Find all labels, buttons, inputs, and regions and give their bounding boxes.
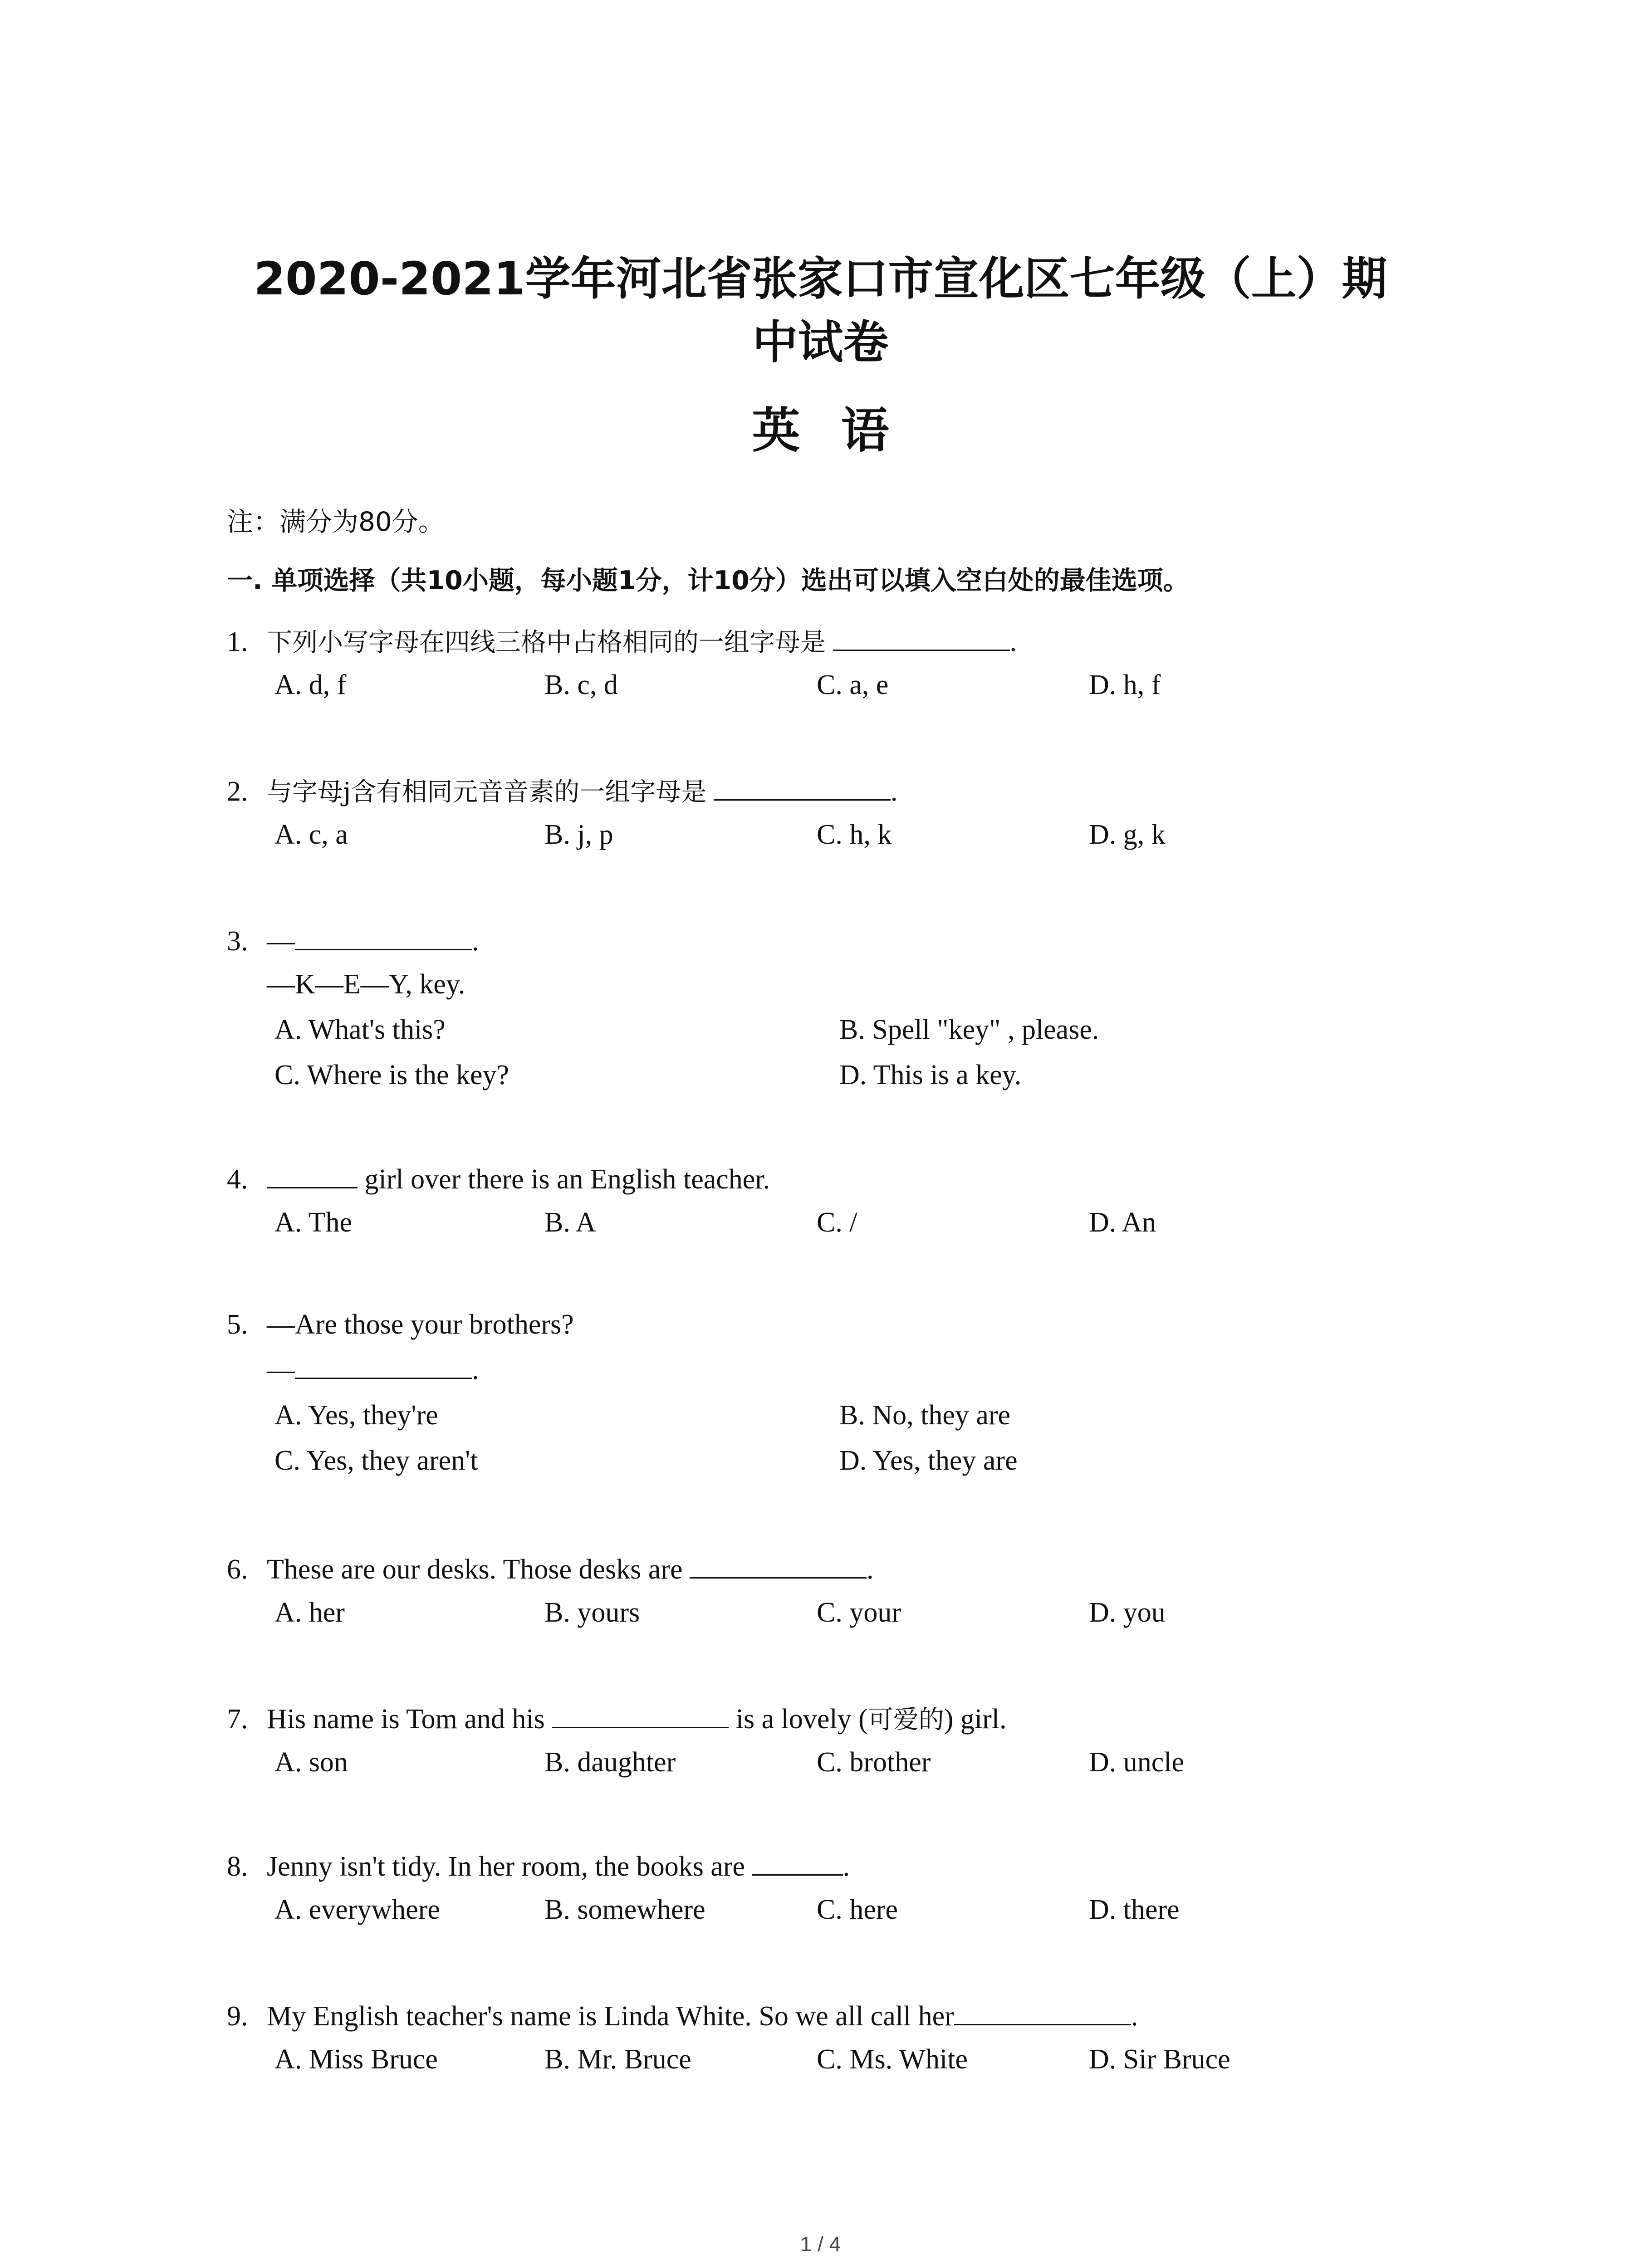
question-stem: His name is Tom and his [267, 1704, 552, 1735]
option-c: C. Where is the key? [274, 1060, 509, 1090]
answer-blank [267, 1162, 358, 1188]
document-title [136, 247, 1505, 374]
option-d: D. Sir Bruce [1089, 2044, 1230, 2075]
option-a: A. The [274, 1207, 353, 1238]
question-number: 4. [227, 1164, 248, 1195]
question-number: 2. [227, 776, 248, 807]
subject-heading: 英语 [752, 403, 930, 459]
question-6: 6. These are our desks. Those desks are . [227, 1549, 874, 1590]
question-number: 9. [227, 2001, 248, 2032]
answer-blank [295, 1352, 472, 1379]
answer-blank [752, 1849, 843, 1876]
title-line-1: 2020-2021学年河北省张家口市宣化区七年级（上）期 [254, 252, 1387, 305]
option-c: C. Ms. White [817, 2044, 968, 2075]
option-a: A. son [274, 1747, 348, 1778]
answer-blank [295, 924, 472, 950]
question-4 [227, 1159, 770, 1200]
option-d: D. there [1089, 1894, 1180, 1925]
answer-blank [954, 1999, 1131, 2025]
section-heading: 一. 单项选择（共10小题，每小题1分，计10分）选出可以填入空白处的最佳选项。 [227, 566, 1189, 596]
question-number: 1. [227, 626, 248, 657]
option-c: C. here [817, 1894, 898, 1925]
title-line-2: 中试卷 [752, 316, 889, 369]
option-d: D. uncle [1089, 1747, 1185, 1778]
option-a: A. d, f [274, 670, 347, 700]
question-stem: Jenny isn't tidy. In her room, the books are [267, 1851, 752, 1882]
option-b: B. yours [544, 1597, 640, 1628]
question-9: 9. My English teacher's name is Linda White. So we all call her . [227, 1996, 1138, 2037]
question-stem: These are our desks. Those desks are [267, 1554, 690, 1585]
question-stem: — [267, 926, 295, 957]
question-stem: 与字母j含有相同元音音素的一组字母是 [267, 777, 707, 807]
answer-blank [833, 624, 1010, 651]
answer-blank [714, 774, 891, 801]
option-d: D. you [1089, 1597, 1166, 1628]
question-1: 1. 下列小写字母在四线三格中占格相同的一组字母是 . [227, 621, 1017, 663]
option-a: A. her [274, 1597, 345, 1628]
question-stem: —Are those your brothers? [267, 1309, 574, 1340]
answer-blank [552, 1701, 729, 1728]
option-c: C. a, e [817, 670, 889, 700]
answer-blank [690, 1552, 867, 1579]
option-c: C. / [817, 1207, 857, 1238]
option-b: B. No, they are [839, 1400, 1011, 1431]
score-note: 注：满分为80分。 [227, 506, 445, 537]
option-c: C. your [817, 1597, 901, 1628]
question-stem: girl over there is an English teacher. [358, 1164, 770, 1195]
option-c: C. h, k [817, 819, 892, 850]
option-d: D. This is a key. [839, 1060, 1022, 1090]
question-3: 3. — . [227, 921, 479, 962]
option-c: C. Yes, they aren't [274, 1445, 478, 1476]
question-number: 7. [227, 1704, 248, 1735]
question-3-response: —K—E—Y, key. [267, 969, 465, 1000]
option-a: A. c, a [274, 819, 348, 850]
page-number: 1 / 4 [800, 2232, 841, 2256]
question-5-response: — . [267, 1349, 479, 1390]
option-b: B. A [544, 1207, 596, 1238]
question-number: 3. [227, 926, 248, 957]
option-b: B. daughter [544, 1747, 676, 1778]
option-a: A. Miss Bruce [274, 2044, 438, 2075]
question-number: 5. [227, 1309, 248, 1340]
option-b: B. j, p [544, 819, 613, 850]
option-c: C. brother [817, 1747, 931, 1778]
question-stem: 下列小写字母在四线三格中占格相同的一组字母是 [267, 628, 826, 657]
option-d: D. An [1089, 1207, 1156, 1238]
question-number: 8. [227, 1851, 248, 1882]
option-d: D. h, f [1089, 670, 1161, 700]
option-d: D. g, k [1089, 819, 1166, 850]
option-b: B. Mr. Bruce [544, 2044, 691, 2075]
option-a: A. everywhere [274, 1894, 440, 1925]
option-b: B. Spell "key" , please. [839, 1014, 1099, 1045]
option-b: B. somewhere [544, 1894, 705, 1925]
question-2: 2. 与字母j含有相同元音音素的一组字母是 . [227, 771, 897, 813]
option-a: A. What's this? [274, 1014, 446, 1045]
question-5 [227, 1304, 574, 1345]
question-7: 7. His name is Tom and his is a lovely (可爱的) girl. [227, 1699, 1007, 1740]
question-number: 6. [227, 1554, 248, 1585]
option-a: A. Yes, they're [274, 1400, 438, 1431]
question-stem: My English teacher's name is Linda White. So we all call her [267, 2001, 954, 2032]
option-b: B. c, d [544, 670, 618, 700]
option-d: D. Yes, they are [839, 1445, 1018, 1476]
question-8: 8. Jenny isn't tidy. In her room, the books are . [227, 1846, 850, 1887]
